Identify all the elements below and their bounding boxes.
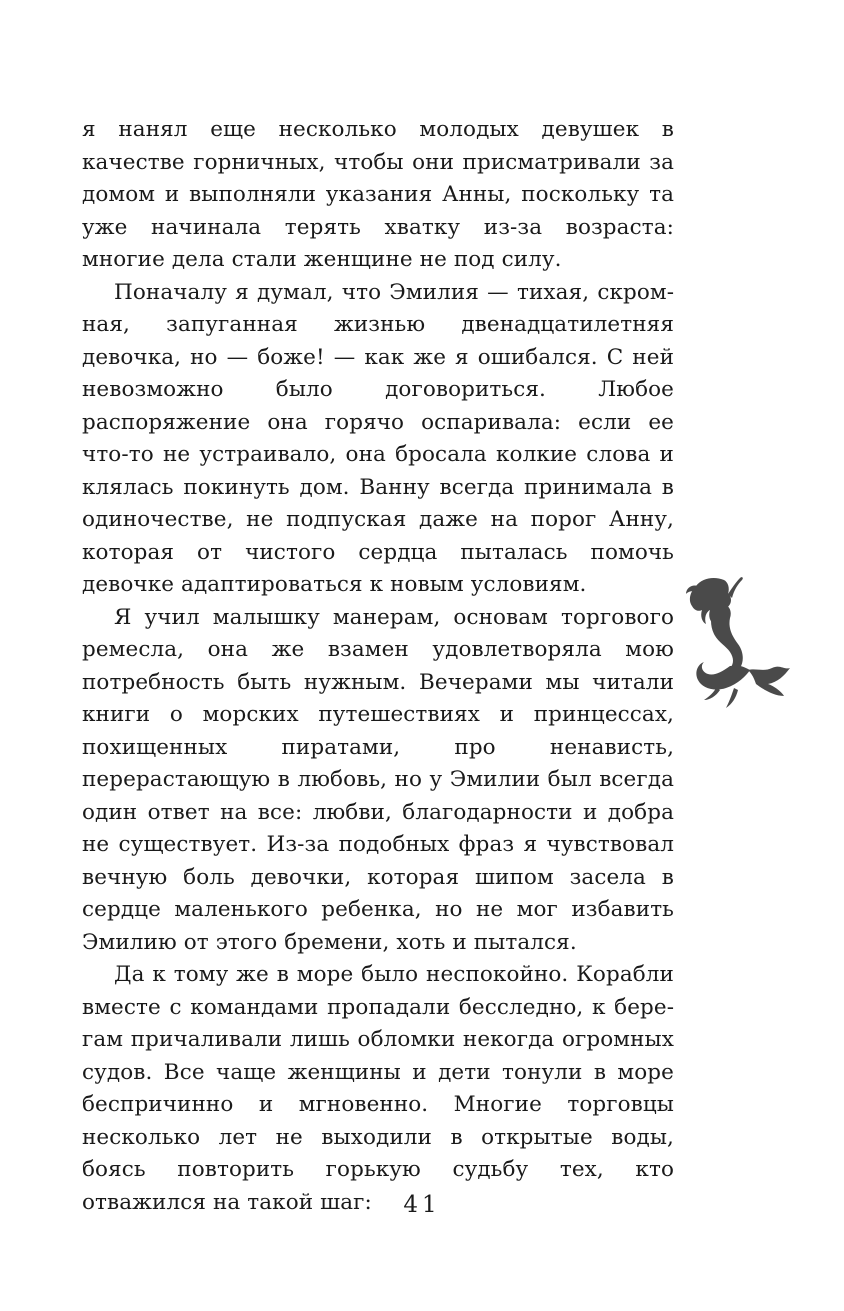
mermaid-ornament-icon xyxy=(684,572,790,714)
paragraph: Я учил малышку манерам, основам торгового ремесла, она же взамен удовлетворяла мою потребность быть нужным. Вечерами мы читали книги о морских путешествиях и принцессах, похищенных пиратами, про ненависть, перерастающую в любовь, но у Эмилии был всегда один ответ на все: любви, благодарности и добра не существует. Из-за подобных фраз я чувствовал вечную боль девочки, которая шипом засела в сердце маленького ребенка, но не мог избавить Эмилию от этого бремени, хоть и пытался. xyxy=(82,604,674,955)
paragraph: Поначалу я думал, что Эмилия — тихая, скромная, запуганная жизнью двенадцатилетняя девочка, но — боже! — как же я ошибался. С ней невозможно было договориться. Любое распоряжение она горячо оспаривала: если ее что-то не устраивало, она бросала колкие слова и клялась покинуть дом. Ванну всегда принимала в одиночестве, не подпуская даже на порог Анну, которая от чистого сердца пыталась помочь девочке адаптироваться к новым условиям. xyxy=(82,279,674,597)
paragraph-continuation: я нанял еще несколько молодых девушек в качестве горничных, чтобы они присматривали за домом и выполняли указания Анны, поскольку та уже начинала терять хватку из-за возраста: многие дела стали женщине не под силу. xyxy=(82,117,674,272)
page-number: 41 xyxy=(403,1192,441,1218)
body-text xyxy=(82,114,674,1219)
paragraph: Да к тому же в море было неспокойно. Корабли вместе с командами пропадали бесследно, к берегам причаливали лишь обломки некогда огромных судов. Все чаще женщины и дети тонули в море беспричинно и мгновенно. Многие торговцы несколько лет не выходили в открытые воды, боясь повторить горькую судьбу тех, кто отважился на такой шаг: xyxy=(82,962,674,1215)
